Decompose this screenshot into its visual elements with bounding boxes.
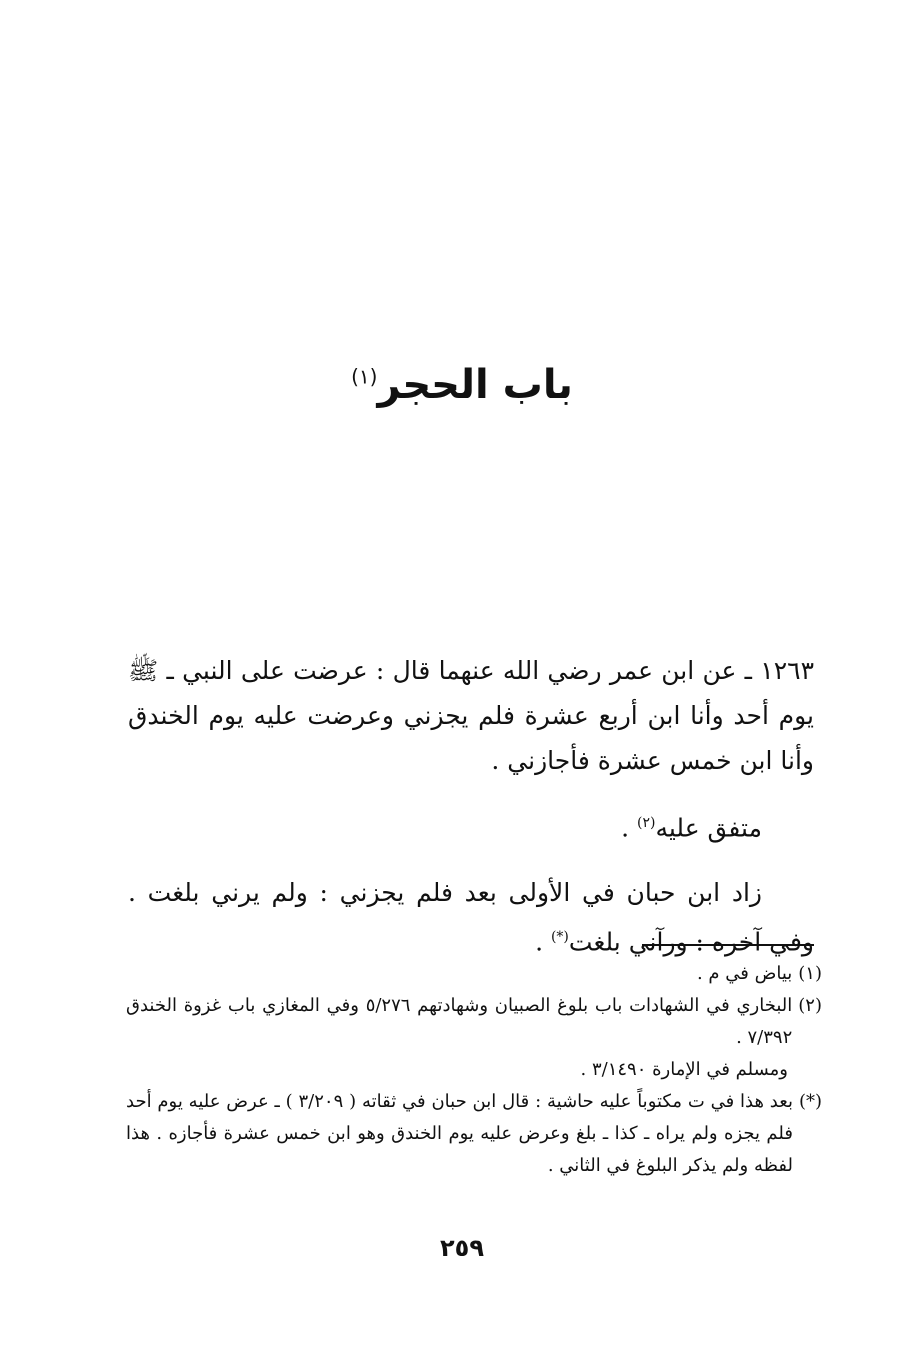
takhrij-footnote-mark: (٢): [637, 815, 656, 831]
footnote-item: [126, 1086, 822, 1182]
takhrij-text: متفق عليه: [655, 813, 762, 843]
footnote-item: [126, 958, 822, 990]
footnote-number: (*): [798, 1091, 822, 1112]
addition-footnote-mark: (*): [550, 929, 569, 946]
footnote-text: البخاري في الشهادات باب بلوغ الصبيان وشهادتهم ٥/٢٧٦ وفي المغازي باب غزوة الخندق ٧/٣٩٢ .: [126, 995, 793, 1048]
footnote-text: بياض في م .: [696, 963, 793, 984]
chapter-title: [0, 362, 924, 408]
footnote-number: (١): [798, 963, 822, 984]
takhrij-line: [128, 801, 814, 850]
main-text: [128, 648, 814, 965]
footnote-number: (٢): [798, 995, 822, 1016]
addition-end: .: [535, 927, 551, 957]
hadith-text: ١٢٦٣ ـ عن ابن عمر رضي الله عنهما قال : عرضت على النبي ـ ﷺ يوم أحد وأنا ابن أربع عشرة فلم يجزني وعرضت عليه يوم الخندق وأنا ابن خمس عشرة فأجازني .: [128, 656, 814, 775]
takhrij-end: .: [621, 813, 637, 843]
chapter-title-text: باب الحجر: [377, 362, 573, 408]
page-number: ٢٥٩: [440, 1234, 484, 1262]
addition-text: زاد ابن حبان في الأولى بعد فلم يجزني : ولم يرني بلغت . وفي آخره : ورآني بلغت: [128, 878, 814, 957]
footnote-continuation: [126, 1054, 822, 1086]
chapter-footnote-mark: (١): [351, 364, 378, 389]
footnotes: [126, 958, 822, 1182]
addition-paragraph: [128, 870, 814, 964]
footnote-text: بعد هذا في ت مكتوباً عليه حاشية : قال ابن حبان في ثقاته ( ٣/٢٠٩ ) ـ عرض عليه يوم أحد فلم يجزه ولم يراه ـ كذا ـ بلغ وعرض عليه يوم الخندق وهو ابن خمس عشرة فأجازه . هذا لفظه ولم يذكر البلوغ في الثاني .: [126, 1091, 793, 1176]
footnote-item: [126, 990, 822, 1054]
footnote-text: ومسلم في الإمارة ٣/١٤٩٠ .: [580, 1059, 788, 1080]
footnote-divider: [642, 944, 814, 946]
